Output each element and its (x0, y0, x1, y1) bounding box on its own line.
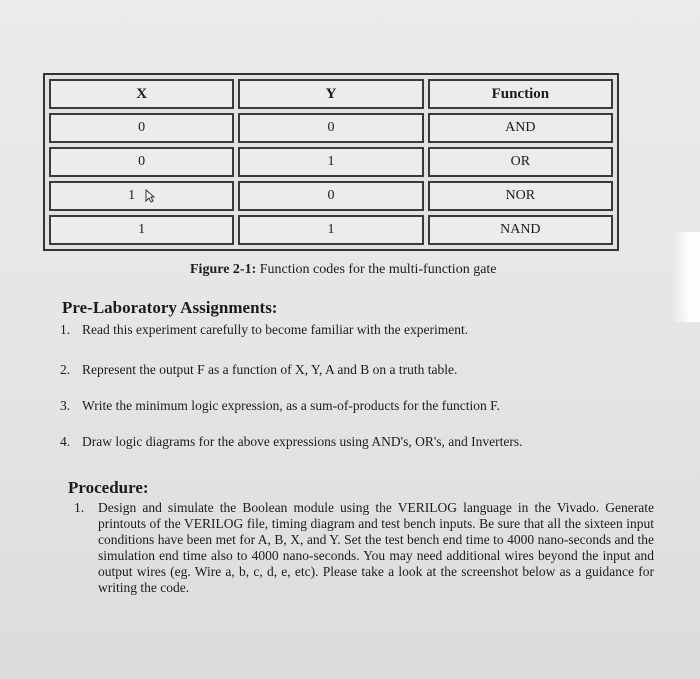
cell-x: 1 (49, 215, 234, 245)
table-header-row (49, 79, 613, 109)
cell-function: NAND (428, 215, 613, 245)
table-row (49, 113, 613, 143)
table-row (49, 215, 613, 245)
header-function: Function (428, 79, 613, 109)
cell-x: 0 (49, 113, 234, 143)
function-codes-table (43, 73, 619, 251)
cell-x: 0 (49, 147, 234, 177)
table-row (49, 147, 613, 177)
cell-x: 1 (49, 181, 234, 211)
pre-lab-item: 4. Draw logic diagrams for the above expressions using AND's, OR's, and Inverters. (60, 434, 523, 449)
figure-label: Figure 2-1: (190, 262, 257, 277)
photo-glare (672, 232, 700, 322)
pre-lab-heading: Pre-Laboratory Assignments: (62, 298, 278, 317)
cell-y: 0 (238, 113, 423, 143)
figure-caption-text: Function codes for the multi-function gate (256, 262, 497, 277)
cell-y: 1 (238, 147, 423, 177)
procedure-heading: Procedure: (68, 478, 149, 497)
procedure-item-text: Design and simulate the Boolean module using the VERILOG language in the Vivado. Generate printouts of the VERILOG file, timing diagram and test bench inputs. Be sure that all the sixteen input conditions have been met for A, B, X, and Y. Set the test bench end time to 4000 nano-seconds and the simulation end time also to 4000 nano-seconds. You may need additional wires beyond the input and output wires (eg. Wire a, b, c, d, e, etc). Please take a look at the screenshot below as a guidance for writing the code. (98, 500, 654, 595)
pre-lab-item: 3. Write the minimum logic expression, as a sum-of-products for the function F. (60, 398, 500, 413)
pre-lab-item: 2. Represent the output F as a function of X, Y, A and B on a truth table. (60, 362, 458, 377)
figure-caption (190, 262, 497, 278)
cell-y: 0 (238, 181, 423, 211)
cell-function: AND (428, 113, 613, 143)
pre-lab-item: 1. Read this experiment carefully to become familiar with the experiment. (60, 322, 469, 337)
cell-function: NOR (428, 181, 613, 211)
header-y: Y (238, 79, 423, 109)
cell-function: OR (428, 147, 613, 177)
table-row (49, 181, 613, 211)
procedure-item: 1. Design and simulate the Boolean module using the VERILOG language in the Vivado. Generate printouts of the VERILOG file, timing diagram and test bench inputs. Be sure that all the sixteen input conditions have been met for A, B, X, and Y. Set the test bench end time to 4000 nano-seconds and the simulation end time also to 4000 nano-seconds. You may need additional wires beyond the input and output wires (eg. Wire a, b, c, d, e, etc). Please take a look at the screenshot below as a guidance for writing the code. (74, 500, 654, 595)
cell-y: 1 (238, 215, 423, 245)
header-x: X (49, 79, 234, 109)
mouse-cursor-icon (145, 189, 155, 203)
